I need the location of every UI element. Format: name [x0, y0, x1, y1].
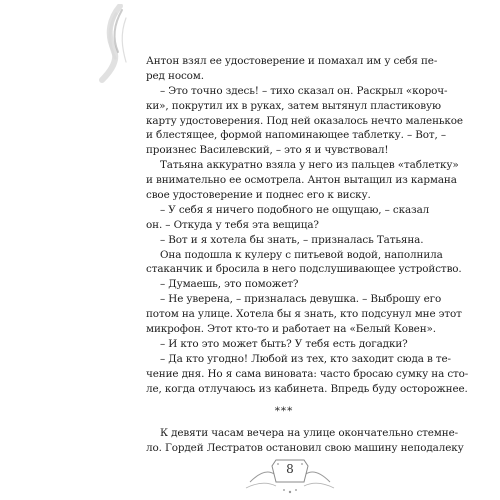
text-line: и внимательно ее осмотрела. Антон вытащил из кармана [146, 174, 457, 187]
paragraph [146, 54, 438, 84]
paragraph [146, 158, 459, 203]
text-line: К девяти часам вечера на улице окончательно стемне- [160, 427, 458, 440]
text-line: свое удостоверение и поднес его к виску. [146, 189, 371, 202]
text-line: – Да кто угодно! Любой из тех, кто заходит сюда в те- [160, 352, 451, 365]
text-line: ло. Гордей Лестратов остановил свою машину неподалеку [146, 442, 464, 455]
paragraph [146, 352, 469, 397]
paragraph [146, 248, 462, 278]
text-line: он. – Откуда у тебя эта вещица? [146, 218, 319, 231]
text-line: произнес Василевский, – это я и чувствовал! [146, 144, 389, 157]
text-line: стаканчик и бросила в него подслушивающее устройство. [146, 263, 462, 276]
text-line: Антон взял ее удостоверение и помахал им у себя пе- [146, 55, 438, 67]
text-line: – У себя я ничего подобного не ощущаю, – сказал [160, 203, 430, 216]
text-line: – Не уверена, – призналась девушка. – Выброшу его [160, 293, 442, 306]
text-line: ле, когда отлучаюсь из кабинета. Впредь буду осторожнее. [146, 382, 468, 395]
text-line: – Вот и я хотела бы знать, – призналась Татьяна. [160, 233, 424, 246]
page-number-ornament [244, 452, 336, 498]
text-line: Татьяна аккуратно взяла у него из пальцев «таблетку» [160, 159, 459, 172]
paragraph [146, 337, 422, 352]
text-line: потом на улице. Хотела бы я знать, кто подсунул мне этот [146, 308, 462, 321]
text-line: и блестящее, формой напоминающее таблетку. – Вот, – [146, 129, 446, 142]
text-line: микрофон. Этот кто-то и работает на «Белый Ковен». [146, 323, 436, 336]
scene-break-separator: *** [274, 405, 294, 418]
paragraph [146, 277, 422, 292]
paragraph [146, 203, 430, 233]
body-text [146, 54, 469, 456]
text-line: чение дня. Но я сама виновата: часто бросаю сумку на сто- [146, 367, 469, 380]
page-number: 8 [286, 462, 294, 476]
text-line: – Это точно здесь! – тихо сказал он. Раскрыл «короч- [160, 84, 448, 97]
text-line: Она подошла к кулеру с питьевой водой, наполнила [160, 248, 443, 261]
paragraph [146, 233, 422, 248]
paragraph [146, 84, 463, 158]
text-line: – И кто это может быть? У тебя есть догадки? [160, 337, 408, 350]
text-line: – Думаешь, это поможет? [160, 278, 299, 291]
text-line: ред носом. [146, 69, 204, 82]
text-line: карту удостоверения. Под ней оказалось нечто маленькое [146, 114, 463, 127]
brush-stroke-decoration [88, 4, 148, 84]
paragraph [146, 292, 462, 337]
text-line: ки», покрутил их в руках, затем вытянул пластиковую [146, 99, 441, 112]
